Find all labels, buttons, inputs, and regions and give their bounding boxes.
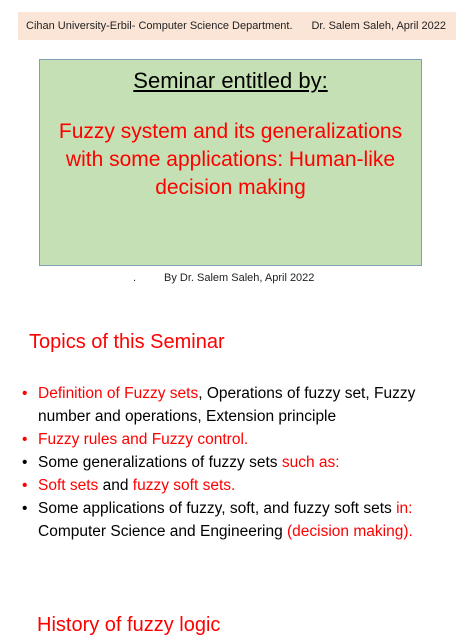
- page-header: [18, 12, 456, 40]
- item-text-red: such as:: [281, 454, 340, 471]
- item-text-red: Soft sets: [38, 477, 99, 494]
- byline-dot: .: [133, 272, 137, 284]
- list-item: [22, 382, 462, 428]
- item-text-red: in:: [396, 500, 413, 517]
- item-text-red: (decision making).: [287, 523, 413, 540]
- list-item: [22, 451, 462, 474]
- seminar-title: Fuzzy system and its generalizations with some applications: Human-like decision making: [58, 120, 403, 199]
- item-text-red: Definition of Fuzzy sets: [38, 385, 199, 402]
- list-item: [22, 474, 462, 497]
- list-item: [22, 428, 462, 451]
- item-text: Some applications of fuzzy, soft, and fuzzy soft sets: [38, 500, 397, 517]
- list-item: [22, 497, 462, 543]
- item-text-red: Fuzzy rules and Fuzzy control.: [38, 431, 249, 448]
- title-box: [39, 59, 422, 266]
- history-heading: History of fuzzy logic: [37, 614, 221, 636]
- item-text: , Operations of fuzzy set, Fuzzy number and operations, Extension principle: [38, 385, 416, 425]
- byline-text: By Dr. Salem Saleh, April 2022: [164, 272, 315, 284]
- item-text: Computer Science and Engineering: [38, 523, 288, 540]
- seminar-label: Seminar entitled by:: [133, 68, 328, 93]
- item-text: and: [98, 477, 133, 494]
- topics-heading: Topics of this Seminar: [29, 331, 225, 353]
- item-text: Some generalizations of fuzzy sets: [38, 454, 282, 471]
- header-department: Cihan University-Erbil- Computer Science Department.: [26, 20, 293, 32]
- header-author-date: Dr. Salem Saleh, April 2022: [311, 20, 446, 32]
- item-text-red: fuzzy soft sets.: [132, 477, 236, 494]
- topics-list: [22, 382, 462, 543]
